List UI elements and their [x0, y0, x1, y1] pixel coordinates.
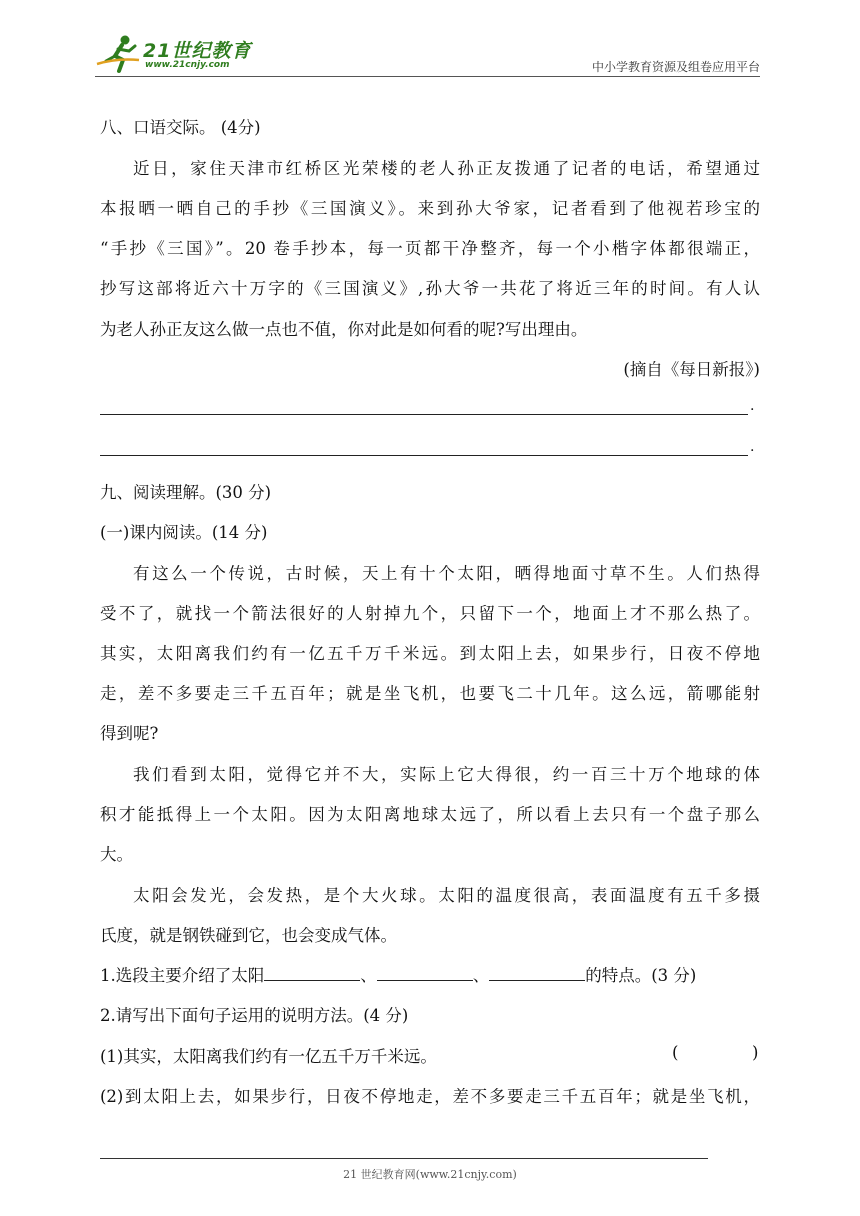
section8-line-5: 为老人孙正友这么做一点也不值，你对此是如何看的呢?写出理由。: [100, 320, 588, 339]
header-platform-text: 中小学教育资源及组卷应用平台: [591, 60, 760, 74]
section8-source: (摘自《每日新报》): [623, 360, 760, 379]
footer-divider: [100, 1158, 708, 1159]
logo-url: www.21cnjy.com: [145, 60, 230, 70]
section8-heading: 八、口语交际。 (4分): [100, 118, 261, 137]
answer-line-1-end: .: [750, 398, 755, 414]
runner-logo-icon: [95, 34, 143, 74]
page-header: [95, 28, 760, 80]
question-1-blank-1[interactable]: [264, 966, 360, 981]
section9-heading: 九、阅读理解。(30 分): [100, 483, 272, 502]
question-1-sep-1: 、: [360, 966, 377, 985]
para2-line-3: 大。: [100, 845, 133, 864]
question-2-1: (1)其实，太阳离我们约有一亿五千万千米远。: [100, 1047, 437, 1066]
question-2-1-answer-close: ): [752, 1043, 759, 1062]
question-1-suffix: 的特点。(3 分): [585, 966, 697, 985]
section8-line-3: “手抄《三国》”。20 卷手抄本，每一页都干净整齐，每一个小楷字体都很端正，: [100, 239, 760, 258]
question-2: 2.请写出下面句子运用的说明方法。(4 分): [100, 1006, 409, 1025]
question-1-blank-3[interactable]: [489, 966, 585, 981]
footer-text: 21 世纪教育网(www.21cnjy.com): [343, 1168, 517, 1181]
answer-line-2[interactable]: [100, 455, 748, 456]
question-1: [100, 962, 760, 986]
section8-line-4: 抄写这部将近六十万字的《三国演义》,孙大爷一共花了将近三年的时间。有人认: [100, 279, 760, 298]
para1-line-2: 受不了，就找一个箭法很好的人射掉九个，只留下一个，地面上才不那么热了。: [100, 604, 760, 623]
question-1-prefix: 1.选段主要介绍了太阳: [100, 966, 265, 985]
para3-line-2: 氏度，就是钢铁碰到它，也会变成气体。: [100, 926, 397, 945]
section8-line-1: 近日，家住天津市红桥区光荣楼的老人孙正友拨通了记者的电话，希望通过: [133, 159, 760, 178]
question-2-1-answer-open: (: [672, 1043, 679, 1062]
para1-line-3: 其实，太阳离我们约有一亿五千万千米远。到太阳上去，如果步行，日夜不停地: [100, 644, 760, 663]
header-divider: [95, 76, 760, 77]
section8-line-2: 本报晒一晒自己的手抄《三国演义》。来到孙大爷家，记者看到了他视若珍宝的: [100, 199, 760, 218]
question-2-2: (2)到太阳上去，如果步行，日夜不停地走，差不多要走三千五百年；就是坐飞机，: [100, 1087, 760, 1106]
answer-line-2-end: .: [750, 439, 755, 455]
logo-text: 21世纪教育: [143, 40, 252, 62]
para1-line-5: 得到呢?: [100, 724, 159, 743]
para3-line-1: 太阳会发光，会发热，是个大火球。太阳的温度很高，表面温度有五千多摄: [133, 886, 760, 905]
para2-line-1: 我们看到太阳，觉得它并不大，实际上它大得很，约一百三十万个地球的体: [133, 765, 760, 784]
answer-line-1[interactable]: [100, 414, 748, 415]
question-1-sep-2: 、: [472, 966, 490, 985]
section9-subheading: (一)课内阅读。(14 分): [100, 523, 268, 542]
question-2-1-answer-box[interactable]: [684, 1043, 750, 1065]
question-1-blank-2[interactable]: [377, 966, 473, 981]
para1-line-1: 有这么一个传说，古时候，天上有十个太阳，晒得地面寸草不生。人们热得: [133, 564, 760, 583]
logo: [95, 34, 265, 78]
para1-line-4: 走，差不多要走三千五百年；就是坐飞机，也要飞二十几年。这么远，箭哪能射: [100, 684, 760, 703]
para2-line-2: 积才能抵得上一个太阳。因为太阳离地球太远了，所以看上去只有一个盘子那么: [100, 805, 760, 824]
